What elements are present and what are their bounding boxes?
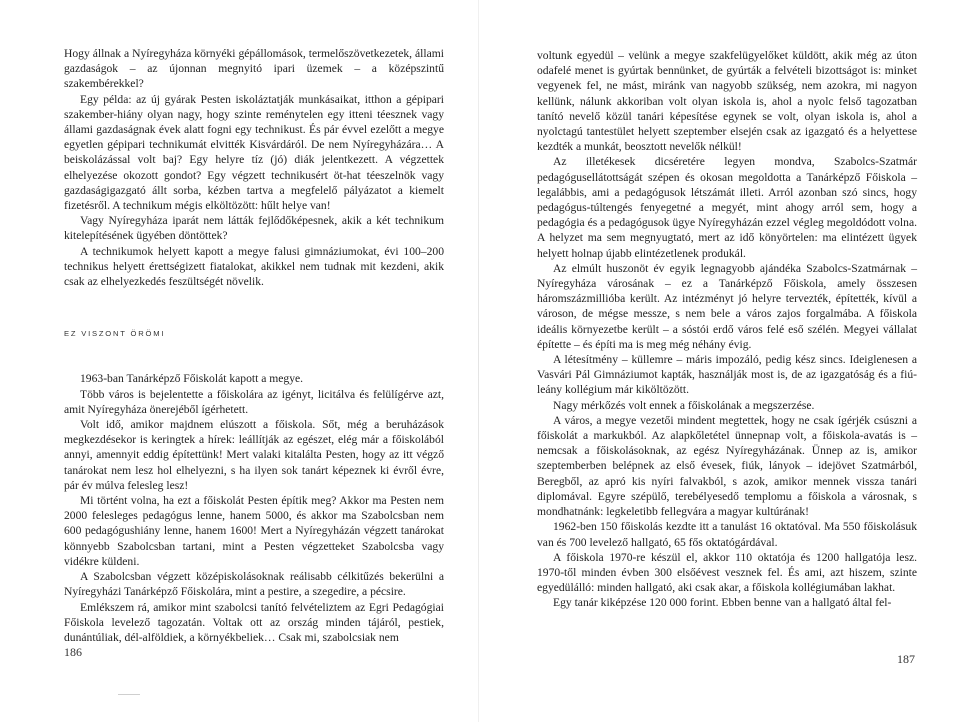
left-paragraph: A technikumok helyett kapott a megye falusi gimnáziumokat, évi 100–200 technikus helyett érettségizett fiatalokat, akikkel nem tudnak mit kezdeni, akik csak az elhelyezkedés feszültségét növelik. — [64, 244, 444, 289]
right-paragraph: A létesítmény – küllemre – máris impozáló, pedig kész sincs. Ideiglenesen a Vasvári Pál Gimnáziumot kapták, használják most is, de az igazgatóság és a fiú-leány kollégium már kiköltözött. — [537, 353, 917, 397]
right-paragraph: Az elmúlt huszonöt év egyik legnagyobb ajándéka Szabolcs-Szatmárnak – Nyíregyháza városának – ez a Tanárképző Főiskola, amely összesen háromszázmillióba került. Az intézményt jó helyre tervezték, építették, kívül a városon, de mégse messze, s nem bele a város zajos forgalmába. A főiskola ideális környezetbe került – a sóstói erdő város felé eső szélén. Megyei vállalat építette – és építi ma is meg még néhány évig. — [537, 261, 917, 351]
left-column — [64, 46, 444, 645]
page-number: 186 — [64, 645, 82, 659]
right-paragraph: 1962-ben 150 főiskolás kezdte itt a tanulást 16 oktatóval. Ma 550 főiskolásuk van és 700 levelező hallgató, 65 fős oktatógárdával. — [537, 520, 917, 549]
right-paragraph: A főiskola 1970-re készül el, akkor 110 oktatója és 1200 hallgatója lesz. 1970-től minden évben 300 elsőévest vesznek fel. És ami, azt hiszem, szinte egyedülálló: minden hallgató, aki csak akar, a főiskola kollégiumában lakhat. — [537, 550, 917, 595]
right-paragraph: Nagy mérkőzés volt ennek a főiskolának a megszerzése. — [553, 398, 815, 412]
left-paragraph: 1963-ban Tanárképző Főiskolát kapott a megye. — [80, 372, 304, 386]
right-paragraph: Az illetékesek dicséretére legyen mondva, Szabolcs-Szatmár pedagógusellátottságát szépen és okosan megoldotta a Tanárképző Főiskola – legalábbis, ami a pedagógusok létszámát illeti. Arról azonban szó sincs, hogy pedagógus-túltengés fenyegetné a megyét, mint ahogy arról sem, hogy a pedagógia és a pedagógusok ügye Nyíregyházán ezzel végleg megoldódott volna. A helyzet ma sem megnyugtató, mert az idő könyörtelen: ma elintézett ügyek helyett holnap újabb elintézetlenek produkál. — [537, 155, 917, 260]
right-paragraph: voltunk egyedül – velünk a megye szakfelügyelőket küldött, akik még az úton odafelé menet is gyúrtak bennünket, de gyúrták a felvételi bizottságot is: minket vegyenek fel, ne mást, miránk van nagyobb szükség, nem azokra, mi nagyon kellünk, nálunk akkoriban volt olyan iskola is, ahol a nyolc felső tagozatban tanító nevelő közül tanári képesítése egynek se volt, olyan iskola is, ahol a nyolctagú tantestület helyett szeptember elsején csak az igazgató és a helyettese kezdték a munkát, beosztott nevelők nélkül! — [537, 49, 917, 154]
right-column — [537, 48, 917, 611]
right-paragraph: Egy tanár kiképzése 120 000 forint. Ebben benne van a hallgató által fel- — [553, 596, 892, 610]
right-page — [480, 0, 960, 722]
page-number: 187 — [897, 652, 915, 666]
section-heading: EZ VISZONT ÖRÖMI — [64, 329, 166, 339]
left-paragraph: Vagy Nyíregyháza iparát nem látták fejlődőképesnek, akik a két technikum kitelepítésének ügyében döntöttek? — [64, 214, 444, 243]
left-paragraph: Volt idő, amikor majdnem elúszott a főiskola. Sőt, még a beruházások megkezdésekor is keringtek a hírek: leállítják az egészet, elég már a főiskolából annyi, amennyit eddig építettünk! Mert valaki kitalálta Pesten, hogy az itt végző tanárokat nem lesz hol elhelyezni, s ha ilyen sok tanárt képeznek ki évről évre, pár év múlva felesleg lesz! — [64, 418, 444, 492]
left-paragraph: Több város is bejelentette a főiskolára az igényt, licitálva és felülígérve azt, amit Nyíregyháza önerejéből ígérhetett. — [64, 387, 444, 416]
left-paragraph: A Szabolcsban végzett középiskolásoknak reálisabb célkitűzés bekerülni a Nyíregyházi Tanárképző Főiskolára, mint a pestire, a szegedire, a pécsire. — [64, 570, 444, 599]
left-paragraph: Emlékszem rá, amikor mint szabolcsi tanító felvételiztem az Egri Pedagógiai Főiskola levelező tagozatán. Voltak ott az ország minden tájáról, pestiek, dunántúliak, dél-alföldiek, a környékbeliek… Csak mi, szabolcsiak nem — [64, 600, 444, 644]
left-paragraph: Hogy állnak a Nyíregyháza környéki gépállomások, termelőszövetkezetek, állami gazdaságok – az újonnan megnyitó ipari üzemek – a középszintű szakembérekkel? — [64, 47, 444, 91]
right-paragraph: A város, a megye vezetői mindent megtettek, hogy ne csak ígérjék csúszni a főiskolát a markukból. Az alapkőletétel ünnepnap volt, a főiskola-avatás is – nemcsak a főiskolásoknak, az egész Nyíregyházának. Ünnep az is, amikor szeptemberben belépnek az első évesek, fiúk, lányok – idejövet Szatmárból, Beregből, az apró kis nyíri falvakból, s azok, amikor mennek vissza tanári diplomával. Egyre szépülő, terebélyesedő templomu a főiskola a városnak, s mondhatnánk: legkeletibb fellegvára a magyar kultúrának! — [537, 413, 917, 519]
left-paragraph: Egy példa: az új gyárak Pesten iskoláztatják munkásaikat, itthon a gépipari szakember-hiány olyan nagy, hogy szinte reménytelen egy itteni téesznek vagy állami gazdaságnak évek alatt fogni egy technikust. És pár évvel ezelőtt a megye egyetlen gépipari technikumát elvitték Kisvárdáról. De nem Nyíregyházára… A beiskolázással volt baj? Egy helyre tíz (jó) diák jelentkezett. A végzettek elhelyezése okozott gondot? Egy végzett technikusért öt-hat téeszelnök vagy gazdaságigazgató állt sorba, kézben tartva a megfelelő pályázatot a kiemelt fizetésről. A technikum mégis elköltözött: hűlt helye van! — [64, 92, 444, 213]
left-paragraph: Mi történt volna, ha ezt a főiskolát Pesten építik meg? Akkor ma Pesten nem 2000 felesleges pedagógus lenne, hanem 5000, és akkor ma Szabolcsban nem 600 pedagógushiány lenne, hanem 1600! Mert a Nyíregyházán végzett tanárokat könnyebb Szabolcsban tartani, mint a Pesten végzetteket Szabolcsba vagy vidékre küldeni. — [64, 494, 444, 568]
